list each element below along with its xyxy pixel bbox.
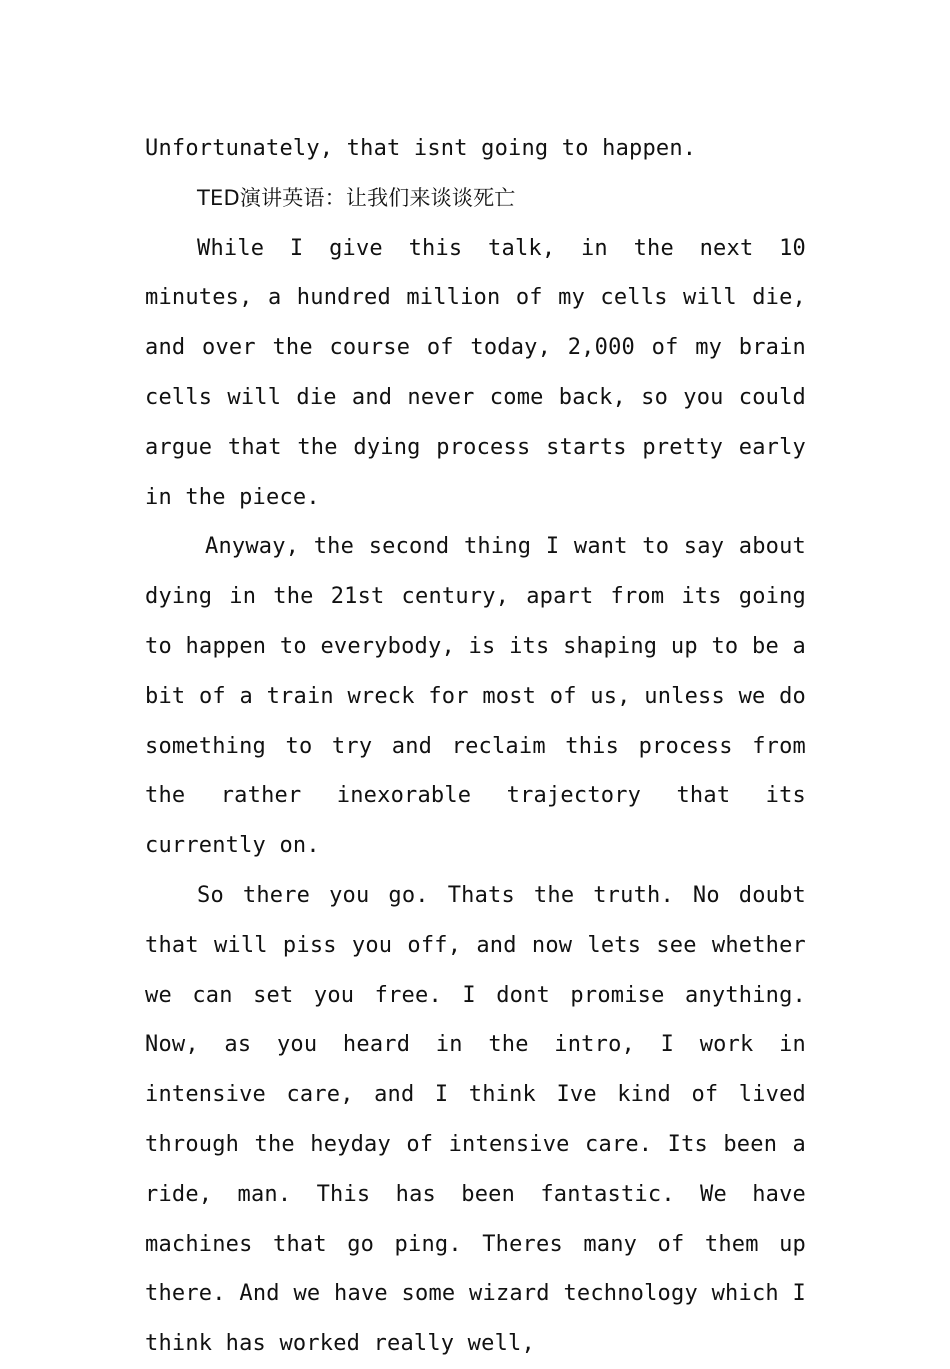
paragraph-3: So there you go. Thats the truth. No doubt that will piss you off, and now lets see whether we can set you free. I dont promise anything. Now, as you heard in the intro, I work in intensive care, and I think Ive kind of lived through the heyday of intensive care. Its been a ride, man. This has been fantastic. We have machines that go ping. Theres many of them up there. And we have some wizard technology which I think has worked really well, xyxy=(145,882,806,1357)
paragraph-2: Anyway, the second thing I want to say about dying in the 21st century, apart from its going to happen to everybody, is its shaping up to be a bit of a train wreck for most of us, unless we do something to try and reclaim this process from the rather inexorable trajectory that its currently on. xyxy=(145,534,806,859)
document-page xyxy=(145,124,806,1369)
section-heading: TED演讲英语：让我们来谈谈死亡 xyxy=(197,185,516,210)
paragraph-1: While I give this talk, in the next 10 minutes, a hundred million of my cells will die, and over the course of today, 2,000 of my brain cells will die and never come back, so you could argue that the dying process starts pretty early in the piece. xyxy=(145,235,806,510)
fragment-line: Unfortunately, that isnt going to happen. xyxy=(145,136,697,161)
